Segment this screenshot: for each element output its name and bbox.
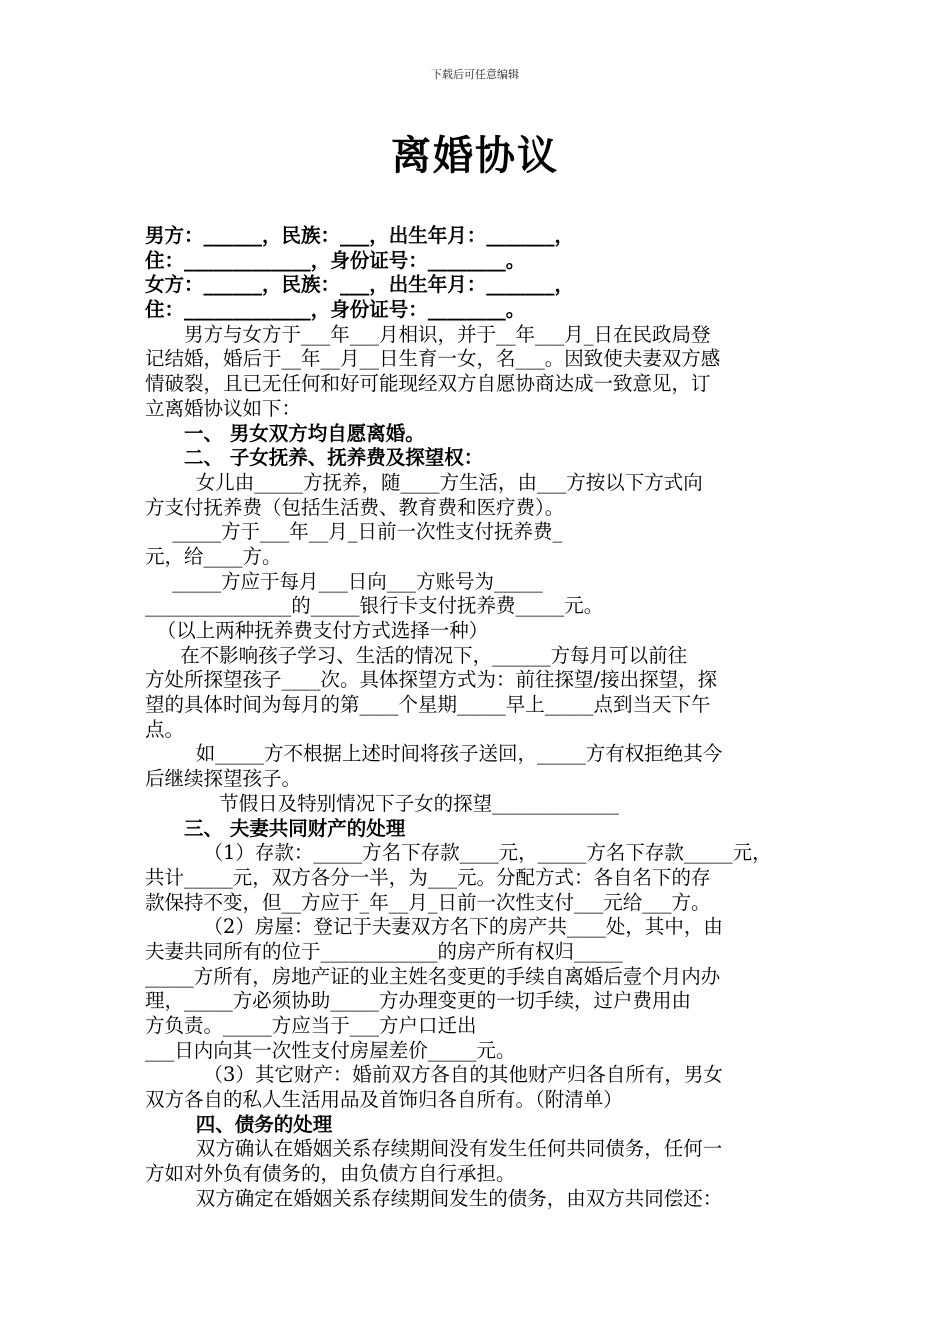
document-line: 三、 夫妻共同财产的处理 <box>184 816 406 840</box>
document-line: 节假日及特别情况下子女的探望_____________ <box>219 791 619 815</box>
document-line: 二、 子女抚养、抚养费及探望权： <box>184 446 484 470</box>
document-title: 离婚协议 <box>391 132 559 179</box>
document-line: 男方：______，民族：___，出生年月：_______， <box>145 224 575 247</box>
document-line: 款保持不变，但__方应于_年__月_日前一次性支付___元给___方。 <box>145 890 711 914</box>
document-line: 住：_____________，身份证号：________。 <box>145 248 526 272</box>
document-line: 理，_____方必须协助_____方办理变更的一切手续，过户费用由 <box>145 989 692 1013</box>
document-line: （3）其它财产：婚前双方各自的其他财产归各自所有，男女 <box>203 1063 723 1087</box>
document-line: 情破裂，且已无任何和好可能现经双方自愿协商达成一致意见，订 <box>145 372 711 396</box>
document-line: 女儿由_____方抚养，随____方生活，由___方按以下方式向 <box>195 470 703 494</box>
document-line: _____方应于每月___日向___方账号为_____ <box>172 569 543 593</box>
document-line: 点。 <box>145 717 185 741</box>
document-line: 双方确定在婚姻关系存续期间发生的债务，由双方共同偿还： <box>195 1186 723 1210</box>
document-line: 住：_____________，身份证号：________。 <box>145 298 526 322</box>
document-line: （以上两种抚养费支付方式选择一种） <box>156 619 489 642</box>
document-line: 四、债务的处理 <box>195 1112 333 1136</box>
document-line: （1）存款：_____方名下存款____元，_____方名下存款_____元， <box>203 841 772 865</box>
page-header-note: 下载后可任意编辑 <box>431 68 519 81</box>
document-line: 女方：______，民族：___，出生年月：_______， <box>145 273 575 297</box>
document-line: 方如对外负有债务的，由负债方自行承担。 <box>145 1162 516 1186</box>
document-line: 双方各自的私人生活用品及首饰归各自所有。（附清单） <box>145 1088 623 1112</box>
document-line: 一、 男女双方均自愿离婚。 <box>184 421 425 445</box>
document-line: 双方确认在婚姻关系存续期间没有发生任何共同债务，任何一 <box>195 1137 723 1161</box>
document-line: 在不影响孩子学习、生活的情况下，______方每月可以前往 <box>180 643 688 667</box>
document-line: ___日内向其一次性支付房屋差价_____元。 <box>145 1038 516 1062</box>
document-line: 方处所探望孩子____次。具体探望方式为：前往探望/接出探望，探 <box>145 668 718 692</box>
document-line: 记结婚，婚后于__年__月__日生育一女，名___。因致使夫妻双方感 <box>145 347 721 371</box>
document-line: 如_____方不根据上述时间将孩子送回，_____方有权拒绝其今 <box>195 742 723 766</box>
document-line: 共计_____元，双方各分一半，为___元。分配方式：各自名下的存 <box>145 865 711 889</box>
document-line: _____方于___年__月_日前一次性支付抚养费_ <box>172 520 563 544</box>
document-line: _______________的_____银行卡支付抚养费_____元。 <box>145 594 604 618</box>
document-line: 方负责。_____方应当于___方户口迁出 <box>145 1014 477 1037</box>
document-body <box>145 224 811 1212</box>
document-line: 方支付抚养费（包括生活费、教育费和医疗费）。 <box>145 495 565 519</box>
document-line: 男方与女方于___年___月相识，并于__年___月_日在民政局登 <box>184 322 711 346</box>
document-line: 立离婚协议如下： <box>145 396 302 420</box>
document-line: 后继续探望孩子。 <box>145 767 302 791</box>
document-line: （2）房屋：登记于夫妻双方名下的房产共____处，其中，由 <box>203 915 723 939</box>
document-line: 元，给____方。 <box>145 544 282 568</box>
document-line: 夫妻共同所有的位于____________的房产所有权归_____ <box>145 939 623 963</box>
document-line: _____方所有，房地产证的业主姓名变更的手续自离婚后壹个月内办 <box>145 964 721 988</box>
document-line: 望的具体时间为每月的第____个星期_____早上_____点到当天下午 <box>145 693 711 717</box>
